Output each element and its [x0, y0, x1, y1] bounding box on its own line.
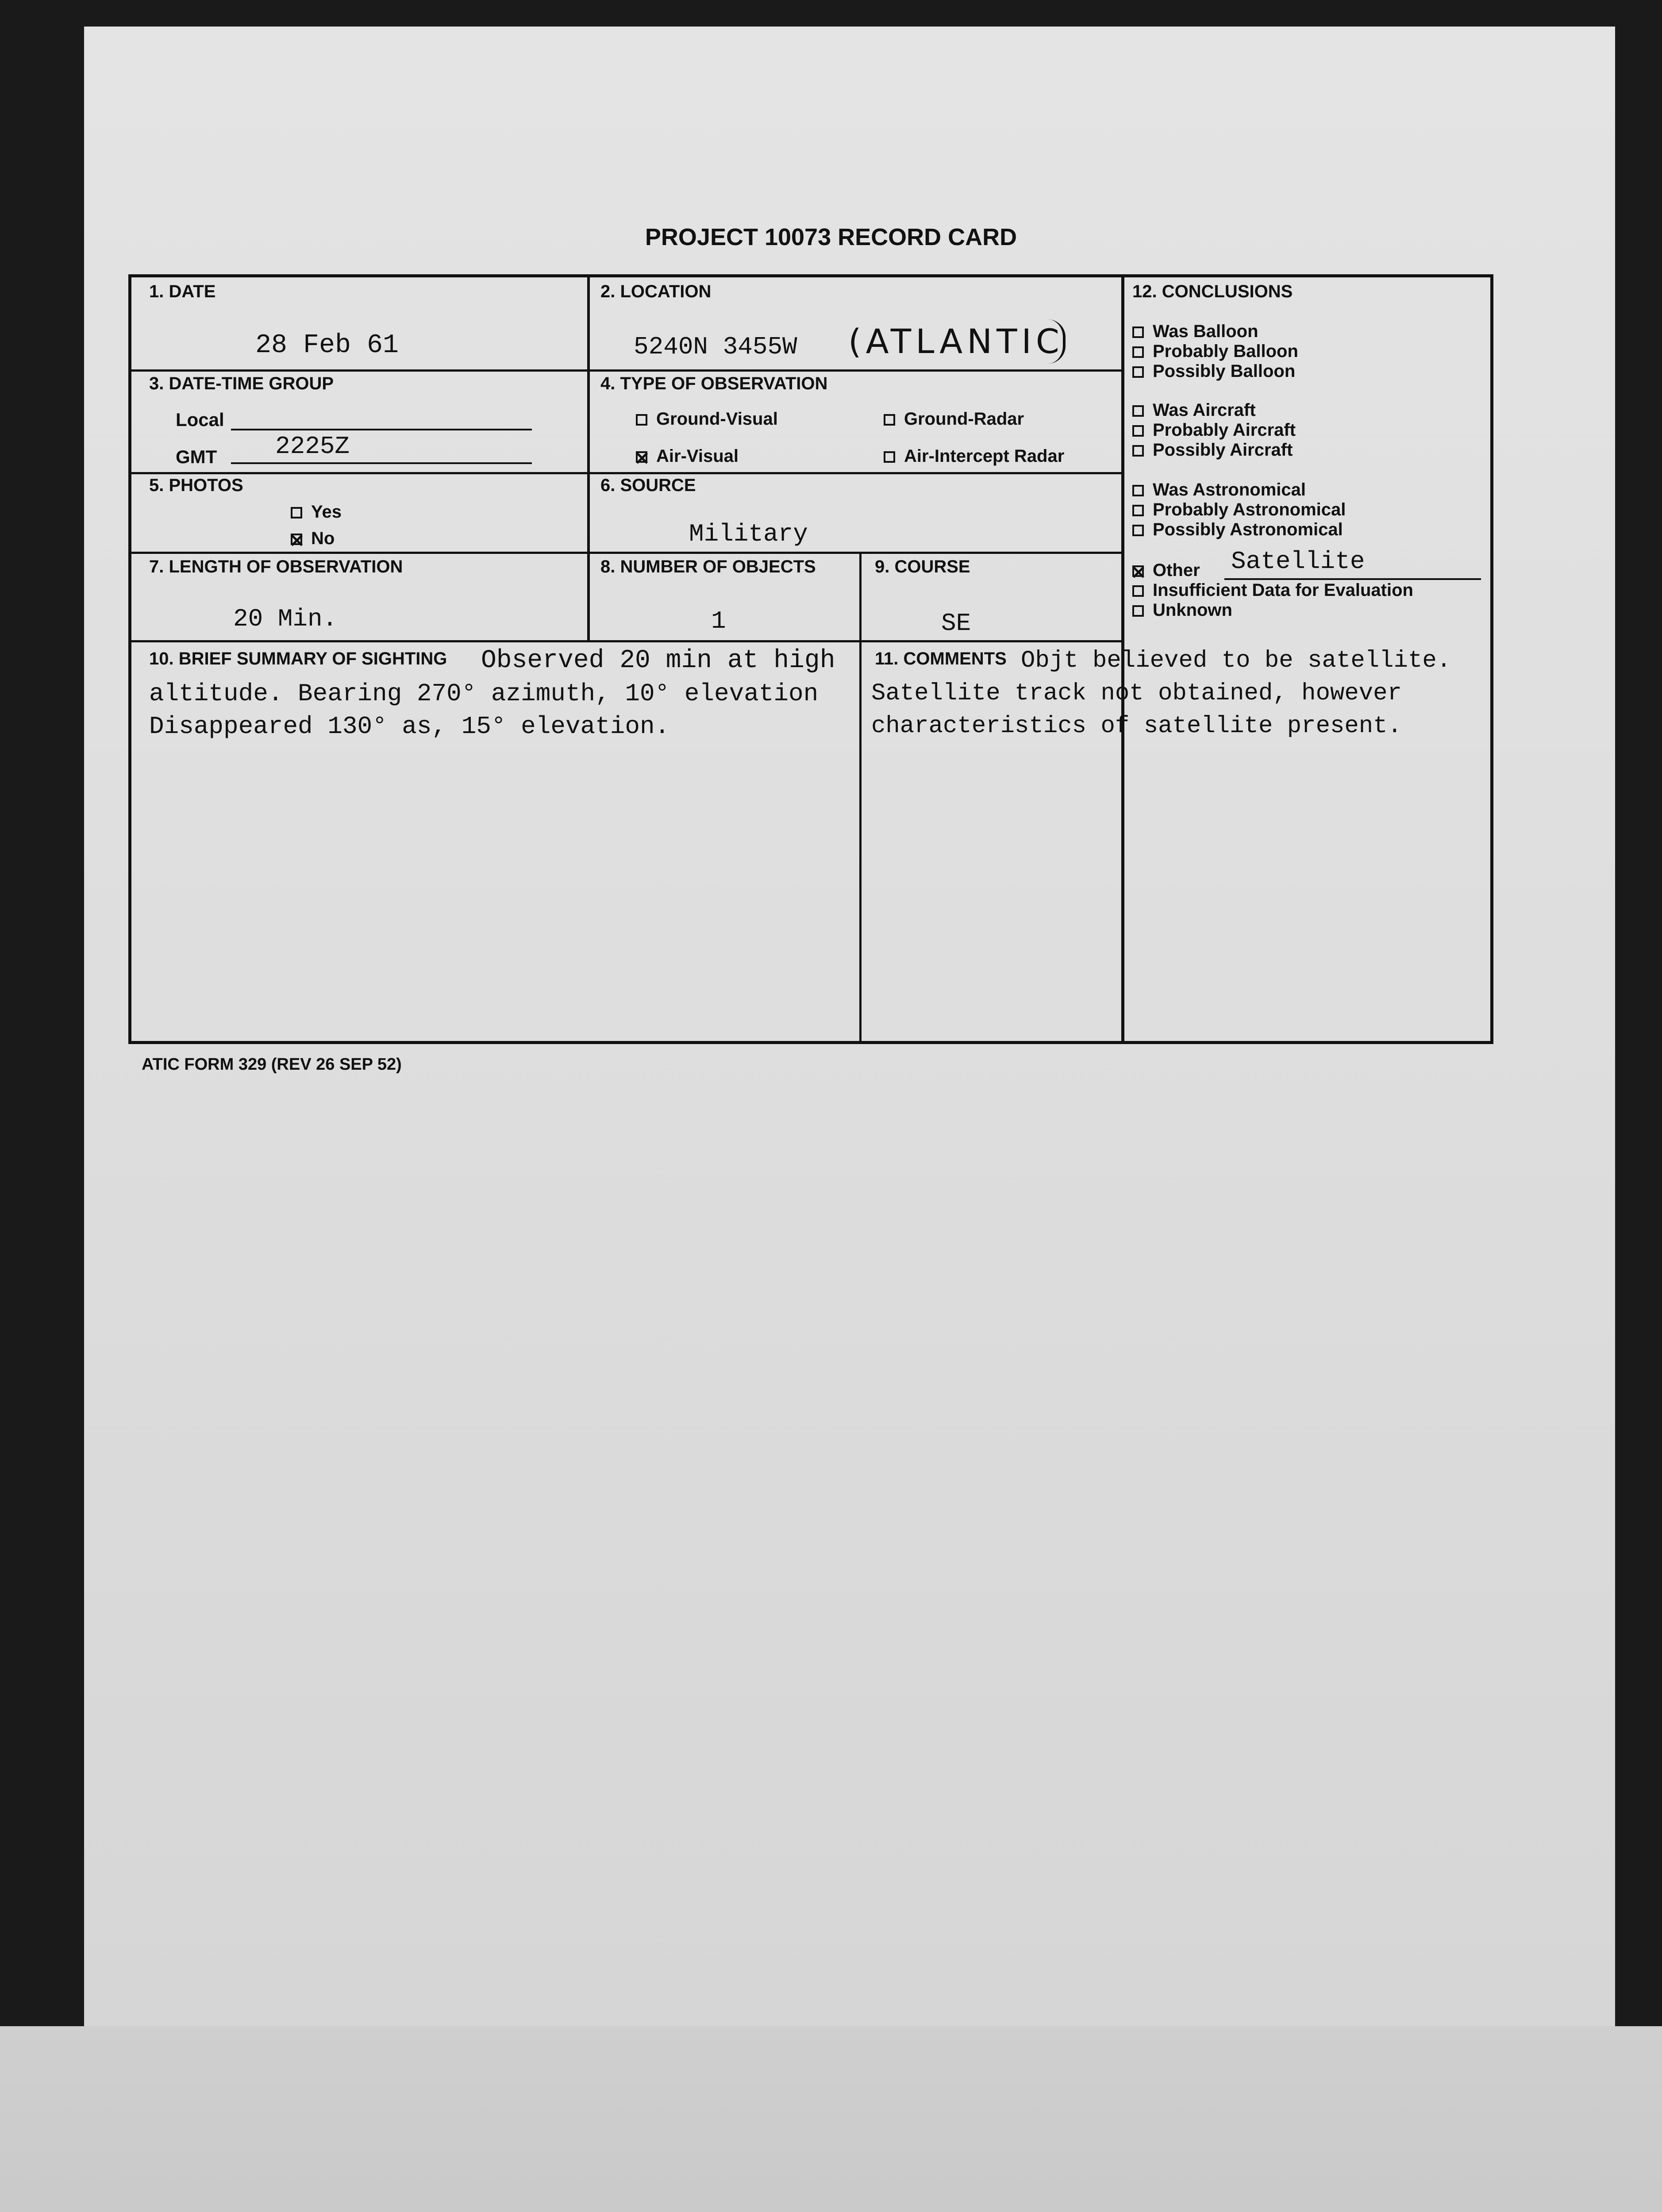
conclusion-insufficient-data: Insufficient Data for Evaluation [1132, 580, 1413, 600]
conclusion-unknown: Unknown [1132, 600, 1232, 620]
comments-label: 11. COMMENTS [875, 649, 1007, 668]
location-handwritten-note: (ATLANTIC [848, 322, 1064, 361]
course-label: 9. COURSE [875, 557, 970, 576]
gmt-label: GMT [176, 446, 217, 467]
location-value: 5240N 3455W [634, 333, 797, 361]
checkbox-icon [1132, 405, 1144, 417]
checkbox-icon [1132, 525, 1144, 536]
conclusion-was-astronomical: Was Astronomical [1132, 480, 1306, 500]
summary-line-2: altitude. Bearing 270° azimuth, 10° elevation [149, 680, 819, 708]
checkbox-icon [1132, 326, 1144, 338]
option-ground-visual: Ground-Visual [636, 409, 778, 429]
location-label: 2. LOCATION [600, 282, 712, 301]
divider [131, 472, 1121, 474]
page-title: PROJECT 10073 RECORD CARD [645, 224, 1017, 250]
gmt-value: 2225Z [275, 432, 350, 461]
conclusion-probably-aircraft: Probably Aircraft [1132, 420, 1296, 440]
checkbox-icon [1132, 346, 1144, 358]
divider [131, 640, 1121, 642]
conclusions-label: 12. CONCLUSIONS [1132, 282, 1293, 301]
objects-label: 8. NUMBER OF OBJECTS [600, 557, 816, 576]
conclusion-possibly-balloon: Possibly Balloon [1132, 361, 1295, 381]
option-ground-radar: Ground-Radar [884, 409, 1024, 429]
checkbox-icon [1132, 425, 1144, 437]
conclusion-other: Other [1132, 561, 1200, 580]
checkbox-icon [884, 414, 895, 426]
option-air-intercept-radar: Air-Intercept Radar [884, 446, 1064, 466]
conclusion-probably-balloon: Probably Balloon [1132, 342, 1298, 361]
comments-line-2: Satellite track not obtained, however [871, 680, 1402, 707]
length-value: 20 Min. [233, 605, 338, 633]
checkbox-icon [1132, 505, 1144, 516]
checkbox-icon [636, 414, 647, 426]
conclusion-was-aircraft: Was Aircraft [1132, 400, 1256, 420]
record-card-form [128, 274, 1493, 1044]
photos-yes: Yes [291, 502, 342, 522]
photos-label: 5. PHOTOS [149, 476, 243, 495]
divider [131, 552, 1121, 554]
dtg-label: 3. DATE-TIME GROUP [149, 374, 334, 393]
local-underline [231, 429, 532, 430]
conclusion-possibly-astronomical: Possibly Astronomical [1132, 520, 1343, 540]
gmt-underline [231, 462, 532, 464]
conclusion-possibly-aircraft: Possibly Aircraft [1132, 440, 1293, 460]
objects-value: 1 [711, 607, 726, 635]
date-value: 28 Feb 61 [255, 330, 399, 361]
option-air-visual: Air-Visual [636, 446, 739, 466]
checkbox-icon [1132, 366, 1144, 378]
conclusion-other-value: Satellite [1231, 547, 1365, 576]
course-value: SE [941, 609, 971, 637]
conclusion-probably-astronomical: Probably Astronomical [1132, 500, 1346, 520]
checkbox-icon [291, 507, 302, 518]
checked-checkbox-icon [636, 451, 647, 463]
summary-line-3: Disappeared 130° as, 15° elevation. [149, 712, 670, 741]
length-label: 7. LENGTH OF OBSERVATION [149, 557, 403, 576]
comments-line-1: Objt believed to be satellite. [1021, 647, 1451, 674]
checked-checkbox-icon [291, 534, 302, 545]
divider [131, 369, 1121, 372]
source-label: 6. SOURCE [600, 476, 696, 495]
checkbox-icon [1132, 605, 1144, 617]
divider [587, 277, 590, 640]
source-value: Military [689, 520, 808, 548]
summary-label: 10. BRIEF SUMMARY OF SIGHTING [149, 649, 447, 668]
other-underline [1224, 578, 1481, 580]
checked-checkbox-icon [1132, 565, 1144, 577]
form-identifier: ATIC FORM 329 (REV 26 SEP 52) [142, 1055, 402, 1074]
backing-page [0, 2026, 1662, 2212]
divider [859, 552, 862, 1044]
checkbox-icon [884, 451, 895, 463]
checkbox-icon [1132, 445, 1144, 457]
observation-type-label: 4. TYPE OF OBSERVATION [600, 374, 828, 393]
summary-line-1: Observed 20 min at high [481, 646, 835, 675]
conclusion-was-balloon: Was Balloon [1132, 322, 1258, 342]
local-label: Local [176, 409, 224, 430]
checkbox-icon [1132, 585, 1144, 597]
checkbox-icon [1132, 485, 1144, 496]
date-label: 1. DATE [149, 282, 216, 301]
photos-no: No [291, 529, 335, 549]
comments-line-3: characteristics of satellite present. [871, 713, 1402, 740]
